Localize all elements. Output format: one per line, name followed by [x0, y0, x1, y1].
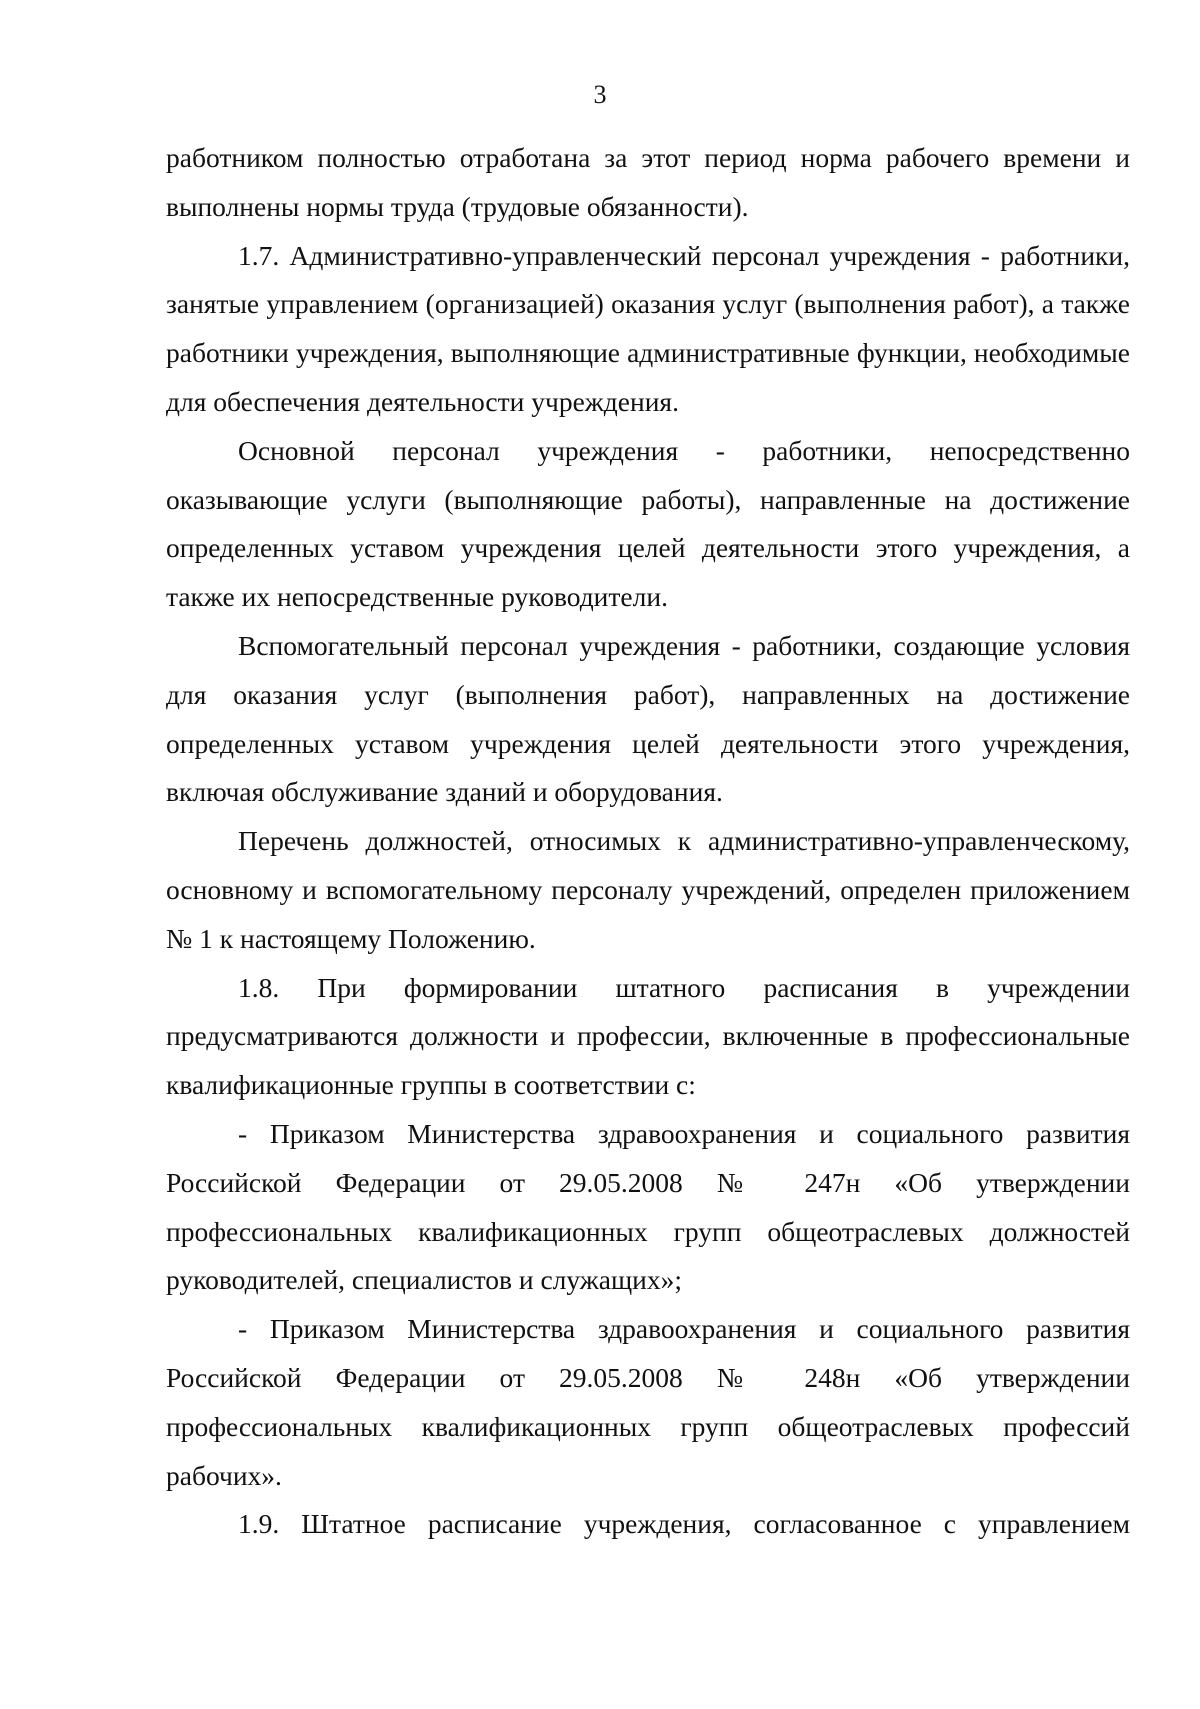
paragraph-positions-list: Перечень должностей, относимых к административно-управленческому, основному и вспомогательному персоналу учреждений, определен приложением № 1 к настоящему Положению. — [166, 825, 1130, 954]
paragraph-1-7-administrative-staff: 1.7. Административно-управленческий персонал учреждения - работники, занятые управлением (организацией) оказания услуг (выполнения работ), а также работники учреждения, выполняющие административные функции, необходимые для обеспечения деятельности учреждения. — [166, 239, 1130, 417]
paragraph-1-8-staffing: 1.8. При формировании штатного расписания в учреждении предусматриваются должности и профессии, включенные в профессиональные квалификационные группы в соответствии с: — [166, 971, 1130, 1101]
paragraph-auxiliary-staff: Вспомогательный персонал учреждения - работники, создающие условия для оказания услуг (выполнения работ), направленных на достижение определенных уставом учреждения целей деятельности этого учреждения, включая обслуживание зданий и оборудования. — [166, 629, 1130, 808]
list-item-order-248n: - Приказом Министерства здравоохранения и социального развития Российской Федерации от 29.05.2008 № 248н «Об утверждении профессиональных квалификационных групп общеотраслевых профессий рабочих». — [166, 1313, 1130, 1491]
paragraph-main-staff: Основной персонал учреждения - работники, непосредственно оказывающие услуги (выполняющие работы), направленные на достижение определенных уставом учреждения целей деятельности этого учреждения, а также их непосредственные руководители. — [166, 434, 1130, 613]
page-number: 3 — [593, 80, 607, 109]
paragraph-1-9-staff-schedule: 1.9. Штатное расписание учреждения, согласованное с управлением — [238, 1508, 1130, 1540]
document-body — [166, 134, 1130, 1549]
list-item-order-247n: - Приказом Министерства здравоохранения и социального развития Российской Федерации от 29.05.2008 № 247н «Об утверждении профессиональных квалификационных групп общеотраслевых должностей руководителей, специалистов и служащих»; — [166, 1117, 1130, 1296]
paragraph-continuation: работником полностью отработана за этот период норма рабочего времени и выполнены нормы труда (трудовые обязанности). — [166, 142, 1130, 222]
